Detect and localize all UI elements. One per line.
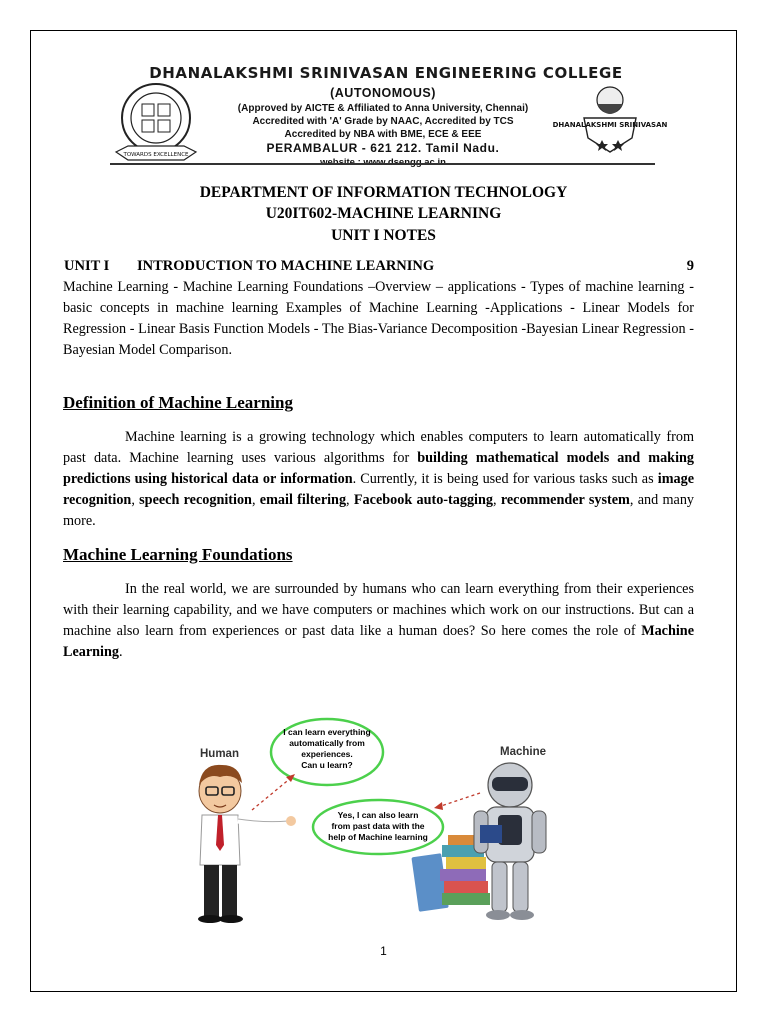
svg-text:Yes, I can also learn: Yes, I can also learn bbox=[337, 810, 419, 820]
founder-logo bbox=[552, 78, 668, 160]
address-line: PERAMBALUR - 621 212. Tamil Nadu. bbox=[266, 141, 500, 155]
autonomous-label: (AUTONOMOUS) bbox=[330, 86, 436, 100]
page-number: 1 bbox=[380, 944, 387, 958]
human-label: Human bbox=[200, 748, 239, 760]
seal-motto: TOWARDS EXCELLENCE bbox=[123, 152, 189, 158]
section-title-foundations: Machine Learning Foundations bbox=[63, 545, 293, 564]
machine-label: Machine bbox=[500, 746, 547, 758]
letterhead-rule bbox=[110, 163, 655, 165]
naac-line: Accredited with 'A' Grade by NAAC, Accredited by TCS bbox=[252, 116, 514, 127]
department-heading: DEPARTMENT OF INFORMATION TECHNOLOGY bbox=[199, 184, 568, 201]
svg-text:from past data with the: from past data with the bbox=[331, 821, 425, 831]
section-title-definition: Definition of Machine Learning bbox=[63, 393, 293, 412]
nba-line: Accredited by NBA with BME, ECE & EEE bbox=[284, 129, 482, 140]
right-logo-text: DHANALAKSHMI SRINIVASAN bbox=[552, 121, 668, 129]
college-name: DHANALAKSHMI SRINIVASAN ENGINEERING COLLEGE bbox=[149, 64, 623, 82]
svg-text:automatically from: automatically from bbox=[289, 738, 365, 748]
unit-notes-heading: UNIT I NOTES bbox=[331, 227, 436, 244]
syllabus-paragraph: Machine Learning - Machine Learning Foundations –Overview – applications - Types of machine learning - basic concepts in machine learning Examples of Machine Learning -Applications - Linear Models for Regression - Linear Basis Function Models - The Bias-Variance Decomposition -Bayesian Linear Regression - Bayesian Model Comparison. bbox=[63, 279, 694, 358]
unit-hours: 9 bbox=[686, 258, 694, 274]
foundations-paragraph: In the real world, we are surrounded by humans who can learn everything from their experiences with their learning capability, and we have computers or machines which work on our instructions. But can a machine also learn from experiences or past data like a human does? So here comes the role of Machine Learning. bbox=[63, 581, 694, 660]
human-figure bbox=[198, 765, 296, 923]
svg-text:experiences.: experiences. bbox=[301, 749, 353, 759]
svg-text:Can u learn?: Can u learn? bbox=[301, 760, 353, 770]
unit-label: UNIT I bbox=[64, 258, 110, 274]
svg-text:I can learn everything: I can learn everything bbox=[283, 727, 371, 737]
svg-text:help of Machine learning: help of Machine learning bbox=[328, 832, 428, 842]
college-seal-logo bbox=[108, 82, 204, 164]
course-heading: U20IT602-MACHINE LEARNING bbox=[265, 205, 502, 222]
definition-paragraph: Machine learning is a growing technology which enables computers to learn automatically from past data. Machine learning uses various algorithms for building mathematical models and making predictions using historical data or information. Currently, it is being used for various tasks such as image recognition, speech recognition, email filtering, Facebook auto-tagging, recommender system, and many more. bbox=[63, 429, 695, 529]
approval-line: (Approved by AICTE & Affiliated to Anna University, Chennai) bbox=[237, 103, 529, 114]
website-line: website : www.dsengg.ac.in bbox=[320, 157, 446, 168]
human-machine-illustration bbox=[180, 715, 560, 925]
unit-title: INTRODUCTION TO MACHINE LEARNING bbox=[137, 258, 435, 274]
